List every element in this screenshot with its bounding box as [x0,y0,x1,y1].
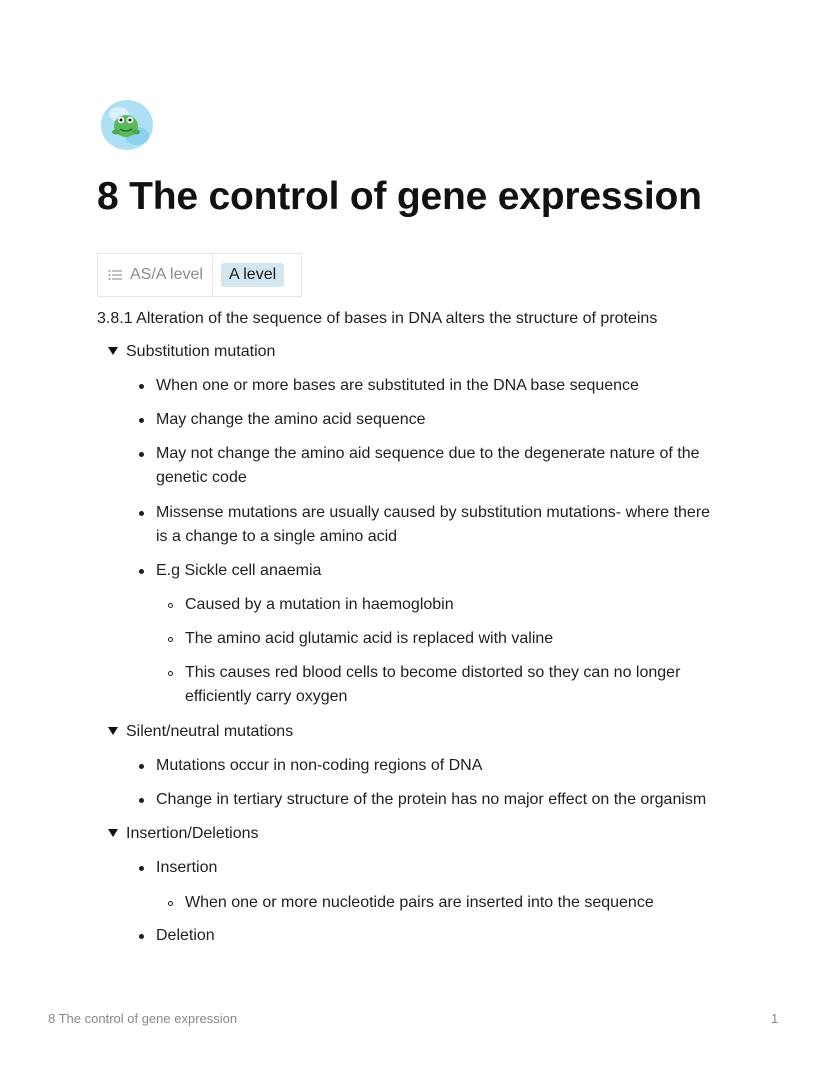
frog-emoji-icon [99,98,155,152]
bullet-icon [139,569,144,574]
list-item: May not change the amino aid sequence due to the degenerate nature of the [156,445,700,462]
spec-heading: 3.8.1 Alteration of the sequence of bases in DNA alters the structure of proteins [97,310,658,327]
sub-list-item: Caused by a mutation in haemoglobin [185,596,454,613]
list-item: May change the amino acid sequence [156,411,426,428]
list-item: Change in tertiary structure of the protein has no major effect on the organism [156,791,707,808]
toggle-triangle-icon[interactable] [108,346,118,356]
sub-list-item-continuation: efficiently carry oxygen [185,688,348,705]
list-item-continuation: genetic code [156,469,247,486]
bullet-icon [139,418,144,423]
footer-title: 8 The control of gene expression [48,1011,238,1026]
bullet-icon [139,934,144,939]
list-item-continuation: is a change to a single amino acid [156,528,398,545]
footer-page-number: 1 [771,1011,779,1026]
toggle-substitution-mutation[interactable]: Substitution mutation [126,343,276,360]
bullet-icon [139,798,144,803]
property-row [97,253,302,297]
bullet-icon [139,764,144,769]
list-item: Mutations occur in non-coding regions of DNA [156,757,483,774]
bullet-icon [139,511,144,516]
property-label: AS/A level [130,266,203,283]
bullet-icon [139,452,144,457]
list-icon [108,269,122,281]
property-label-cell [98,254,213,296]
page-title: 8 The control of gene expression [97,175,702,218]
list-item: Deletion [156,927,215,944]
sub-bullet-icon [168,671,173,676]
bullet-icon [139,384,144,389]
property-value-cell[interactable] [213,254,301,296]
sub-list-item: When one or more nucleotide pairs are inserted into the sequence [185,894,654,911]
list-item: E.g Sickle cell anaemia [156,562,322,579]
toggle-triangle-icon[interactable] [108,726,118,736]
sub-bullet-icon [168,603,173,608]
sub-list-item: The amino acid glutamic acid is replaced with valine [185,630,554,647]
toggle-triangle-icon[interactable] [108,828,118,838]
list-item: When one or more bases are substituted in the DNA base sequence [156,377,639,394]
toggle-insertion-deletions[interactable]: Insertion/Deletions [126,825,259,842]
sub-list-item: This causes red blood cells to become distorted so they can no longer [185,664,681,681]
list-item: Missense mutations are usually caused by substitution mutations- where there [156,504,711,521]
toggle-silent-neutral-mutations[interactable]: Silent/neutral mutations [126,723,294,740]
list-item: Insertion [156,859,218,876]
level-tag[interactable]: A level [221,263,284,287]
bullet-icon [139,866,144,871]
sub-bullet-icon [168,901,173,906]
sub-bullet-icon [168,637,173,642]
